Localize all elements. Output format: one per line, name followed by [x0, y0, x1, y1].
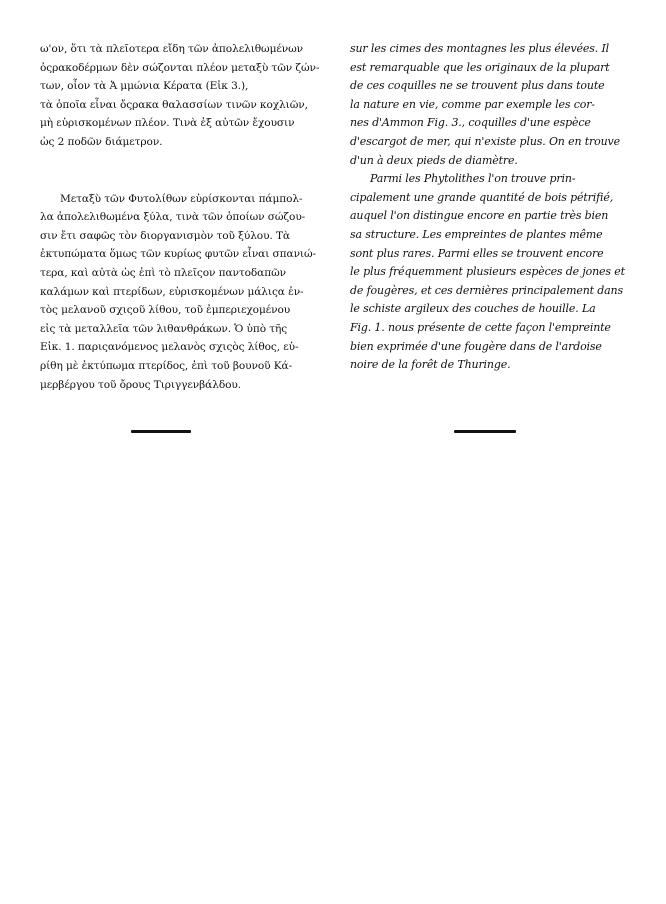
text-line: noire de la forêt de Thuringe.: [350, 358, 511, 372]
text-line: καλάμων καὶ πτερίδων, εὑρισκομένων μάλιςα ἐν-: [40, 285, 304, 298]
text-line: sont plus rares. Parmi elles se trouvent encore: [350, 246, 604, 260]
text-line: d'escargot de mer, qui n'existe plus. On en trouve: [350, 134, 620, 148]
text-line: le schiste argileux des couches de houille. La: [350, 302, 596, 316]
text-line: le plus fréquemment plusieurs espèces de jones et: [350, 265, 625, 279]
text-line: Fig. 1. nous présente de cette façon l'empreinte: [350, 320, 611, 334]
text-line: ὀςρακοδέρμων δὲν σώζονται πλέον μεταξὺ τῶν ζών-: [40, 61, 320, 74]
text-line: d'un à deux pieds de diamètre.: [350, 153, 518, 167]
text-line: bien exprimée d'une fougère dans de l'ardoise: [350, 339, 602, 353]
text-line: ὡς 2 ποδῶν διάμετρον.: [40, 135, 163, 148]
text-line: εἰς τὰ μεταλλεῖα τῶν λιθανθράκων. Ὁ ὑπὸ τῆς: [40, 322, 288, 335]
text-line: ἐκτυπώματα ὅμως τῶν κυρίως φυτῶν εἶναι σπανιώ-: [40, 248, 317, 261]
text-line: σιν ἔτι σαφῶς τὸν διοργανισμὸν τοῦ ξύλου. Τὰ: [40, 229, 290, 242]
text-line: sa structure. Les empreintes de plantes même: [350, 227, 603, 241]
french-column: [350, 40, 646, 375]
text-line: μερβέργου τοῦ ὄρους Τιριγγενβάλδου.: [40, 378, 241, 391]
text-line: de fougères, et ces dernières principalement dans: [350, 283, 623, 297]
greek-column: [40, 40, 332, 394]
text-line: auquel l'on distingue encore en partie très bien: [350, 209, 609, 223]
greek-paragraph-2: [40, 190, 332, 395]
text-line: των, οἷον τὰ Ἀ μμώνια Κέρατα (Εἰκ 3.),: [40, 80, 249, 93]
text-line: sur les cimes des montagnes les plus élevées. Il: [350, 42, 610, 55]
text-line: τὸς μελανοῦ σχιςοῦ λίθου, τοῦ ἐμπεριεχομένου: [40, 304, 291, 317]
text-line: ρίθη μὲ ἐκτύπωμα πτερίδος, ἐπὶ τοῦ βουνοῦ Κά-: [40, 359, 293, 372]
text-line: la nature en vie, comme par exemple les cor-: [350, 97, 595, 111]
text-line: est remarquable que les originaux de la plupart: [350, 60, 610, 74]
french-paragraph-1: [350, 40, 646, 170]
french-paragraph-2: [350, 170, 646, 375]
text-line: Μεταξὺ τῶν Φυτολίθων εὑρίσκονται πάμπολ-: [60, 192, 303, 205]
greek-paragraph-1: [40, 40, 332, 152]
text-line: τερα, καὶ αὐτὰ ὡς ἐπὶ τὸ πλεῖςον παντοδαπῶν: [40, 266, 286, 279]
section-rule-left: [131, 430, 191, 433]
section-rule-right: [454, 430, 516, 433]
text-line: Parmi les Phytolithes l'on trouve prin-: [370, 172, 576, 186]
text-line: nes d'Ammon Fig. 3., coquilles d'une espèce: [350, 116, 591, 130]
text-line: τὰ ὁποῖα εἶναι ὄςρακα θαλασσίων τινῶν κοχλιῶν,: [40, 98, 308, 111]
text-line: λα ἀπολελιθωμένα ξύλα, τινὰ τῶν ὁποίων σώζου-: [40, 211, 306, 224]
text-line: μὴ εὑρισκομένων πλέον. Τινὰ ἐξ αὐτῶν ἔχουσιν: [40, 117, 295, 130]
text-line: Εἰκ. 1. παριςανόμενος μελανὸς σχιςὸς λίθος, εὑ-: [40, 341, 299, 354]
text-line: de ces coquilles ne se trouvent plus dans toute: [350, 79, 605, 93]
text-line: ω'ον, ὅτι τὰ πλεῖοτερα εἴδη τῶν ἀπολελιθωμένων: [40, 43, 303, 55]
text-line: cipalement une grande quantité de bois pétrifié,: [350, 190, 614, 204]
